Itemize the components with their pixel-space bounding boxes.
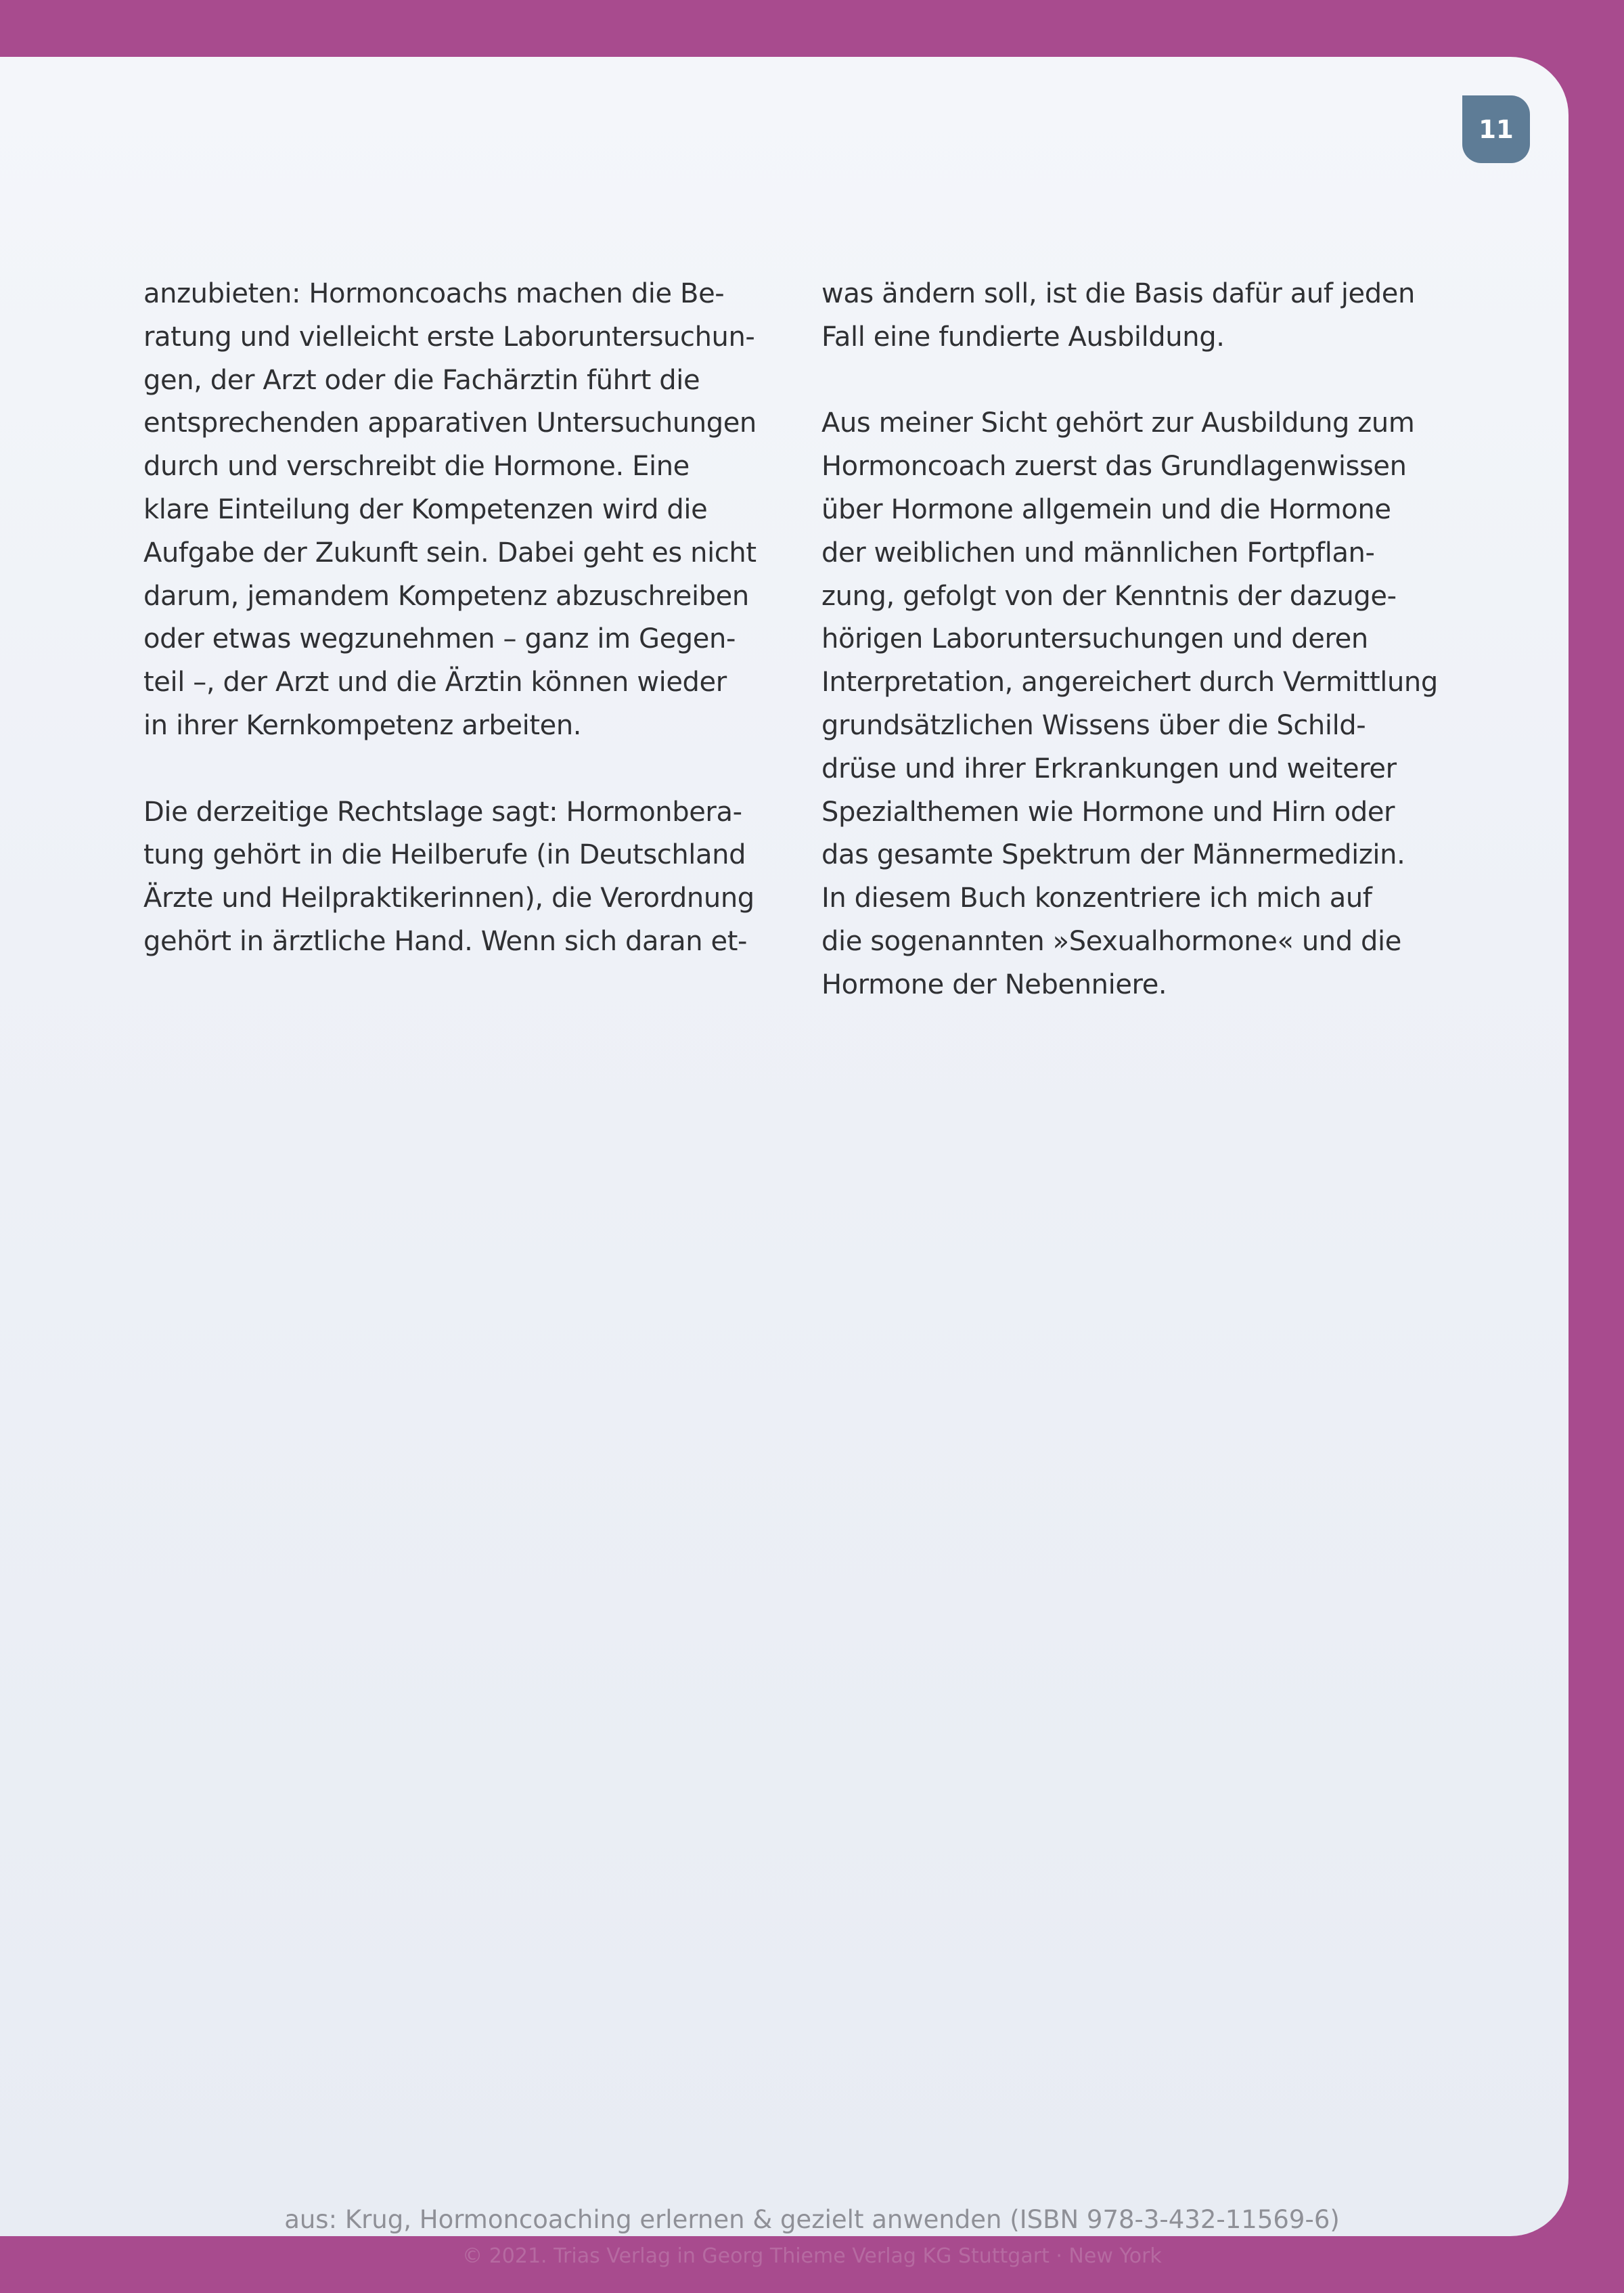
text-line: das gesamte Spektrum der Männermedizin. xyxy=(821,839,1405,871)
text-line: der weiblichen und männlichen Fortpflan- xyxy=(821,537,1375,569)
text-line: entsprechenden apparativen Untersuchungen xyxy=(143,407,757,439)
text-line: darum, jemandem Kompetenz abzuschreiben xyxy=(143,580,749,612)
left-text-column xyxy=(143,273,793,964)
text-line: gehört in ärztliche Hand. Wenn sich daran et- xyxy=(143,925,748,957)
text-line: In diesem Buch konzentriere ich mich auf xyxy=(821,883,1372,914)
paragraph xyxy=(143,791,793,964)
text-line: Fall eine fundierte Ausbildung. xyxy=(821,321,1225,353)
text-line: Aus meiner Sicht gehört zur Ausbildung zum xyxy=(821,407,1415,439)
page-number: 11 xyxy=(1479,114,1514,144)
text-line: Spezialthemen wie Hormone und Hirn oder xyxy=(821,796,1395,828)
text-line: ratung und vielleicht erste Laboruntersuchun- xyxy=(143,321,755,353)
text-line: über Hormone allgemein und die Hormone xyxy=(821,493,1391,525)
text-line: Interpretation, angereichert durch Vermittlung xyxy=(821,667,1438,698)
text-line: Hormoncoach zuerst das Grundlagenwissen xyxy=(821,451,1407,483)
text-line: drüse und ihrer Erkrankungen und weiterer xyxy=(821,753,1397,784)
footer-copyright: © 2021. Trias Verlag in Georg Thieme Verlag KG Stuttgart · New York xyxy=(462,2244,1162,2268)
text-line: die sogenannten »Sexualhormone« und die xyxy=(821,925,1401,957)
text-line: grundsätzlichen Wissens über die Schild- xyxy=(821,709,1366,741)
text-line: Die derzeitige Rechtslage sagt: Hormonbera- xyxy=(143,796,742,828)
text-line: tung gehört in die Heilberufe (in Deutschland xyxy=(143,839,746,871)
right-text-column xyxy=(821,273,1471,1007)
paragraph xyxy=(821,273,1471,359)
text-line: klare Einteilung der Kompetenzen wird die xyxy=(143,493,708,525)
text-line: in ihrer Kernkompetenz arbeiten. xyxy=(143,709,582,741)
text-line: zung, gefolgt von der Kenntnis der dazuge- xyxy=(821,580,1397,612)
paragraph xyxy=(143,273,793,748)
text-line: hörigen Laboruntersuchungen und deren xyxy=(821,623,1368,655)
text-line: Ärzte und Heilpraktikerinnen), die Verordnung xyxy=(143,883,754,914)
text-line: anzubieten: Hormoncoachs machen die Be- xyxy=(143,278,725,309)
text-line: was ändern soll, ist die Basis dafür auf jeden xyxy=(821,278,1415,309)
page-number-badge xyxy=(1462,95,1530,163)
text-line: gen, der Arzt oder die Fachärztin führt die xyxy=(143,364,700,396)
paragraph xyxy=(821,402,1471,1006)
text-line: Aufgabe der Zukunft sein. Dabei geht es nicht xyxy=(143,537,757,569)
text-line: durch und verschreibt die Hormone. Eine xyxy=(143,451,690,483)
text-line: Hormone der Nebenniere. xyxy=(821,969,1167,1000)
footer-source-citation: aus: Krug, Hormoncoaching erlernen & gezielt anwenden (ISBN 978-3-432-11569-6) xyxy=(284,2205,1340,2234)
text-line: teil –, der Arzt und die Ärztin können wieder xyxy=(143,667,727,698)
text-line: oder etwas wegzunehmen – ganz im Gegen- xyxy=(143,623,736,655)
